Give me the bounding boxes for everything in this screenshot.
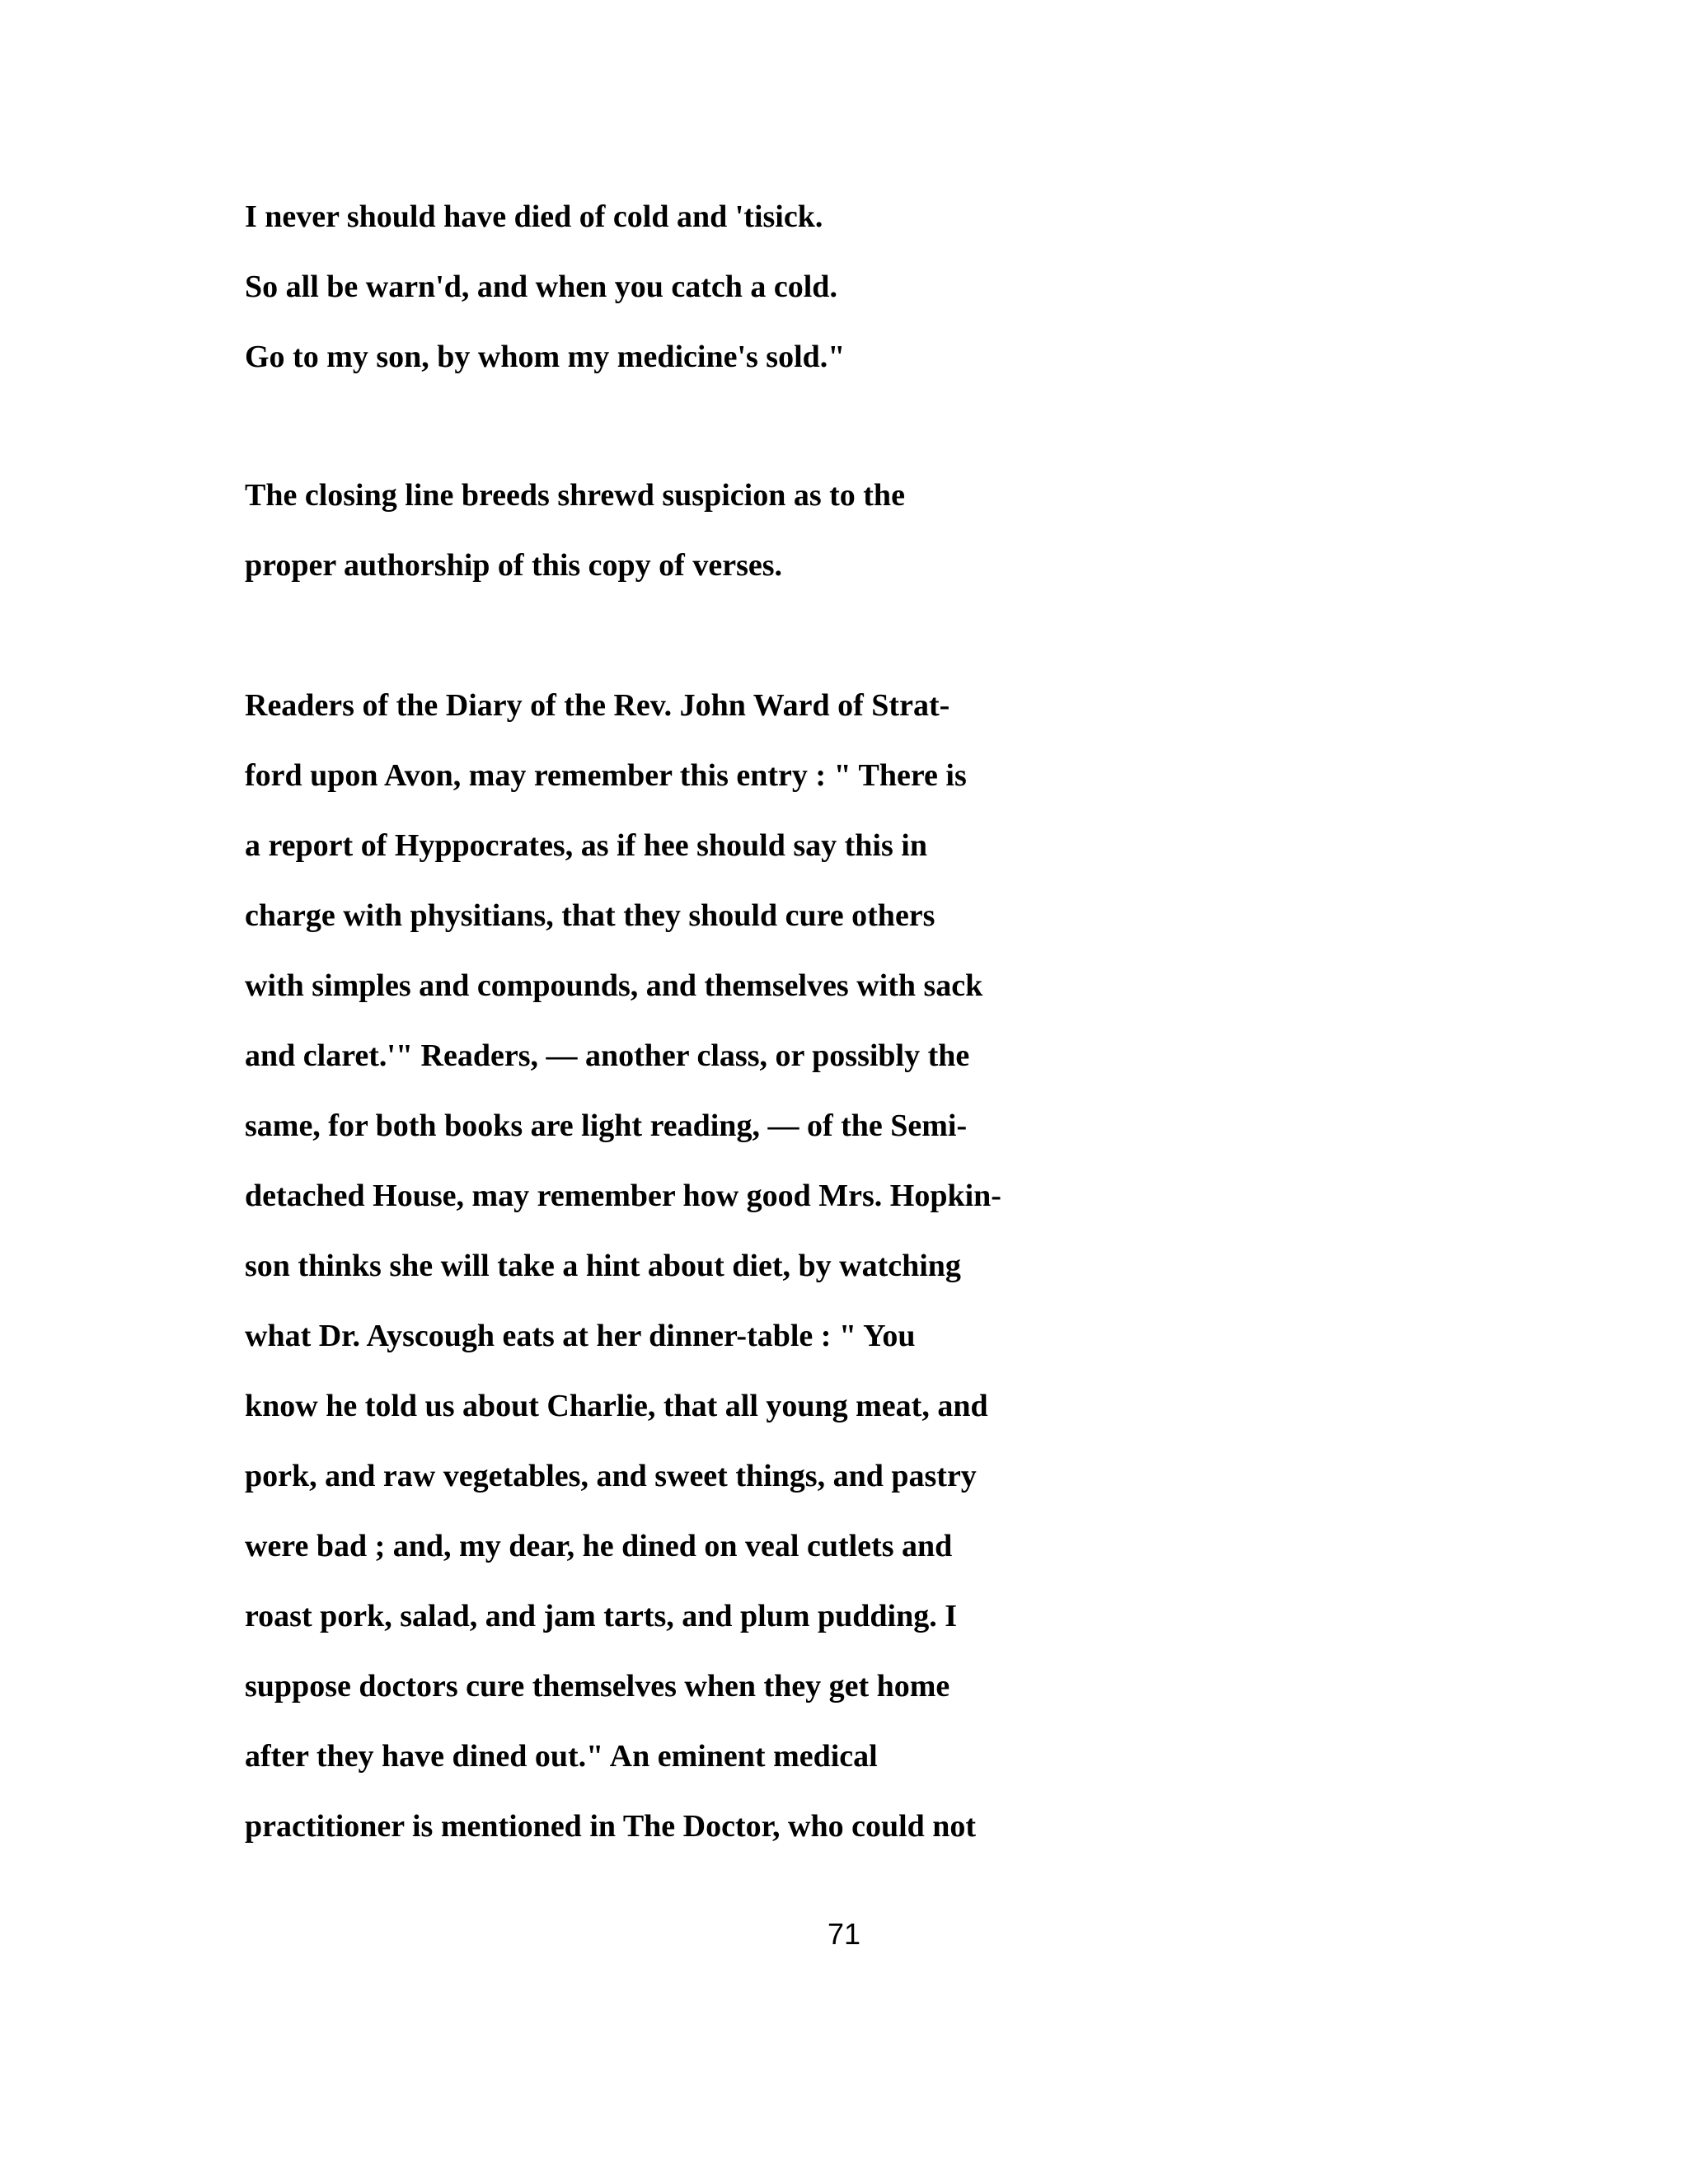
paragraph-line: with simples and compounds, and themselves with sack <box>245 968 983 1003</box>
paragraph-line: after they have dined out." An eminent medical <box>245 1739 878 1774</box>
verse-block <box>245 182 1646 392</box>
page-number: 71 <box>827 1917 861 1951</box>
paragraph-line: The closing line breeds shrewd suspicion as to the <box>245 478 905 513</box>
verse-line: So all be warn'd, and when you catch a cold. <box>245 269 837 304</box>
paragraph-line: Readers of the Diary of the Rev. John Ward of Strat- <box>245 688 950 723</box>
paragraph-line: roast pork, salad, and jam tarts, and plum pudding. I <box>245 1599 958 1633</box>
paragraph-line: what Dr. Ayscough eats at her dinner-table : " You <box>245 1319 916 1353</box>
paragraph-line: pork, and raw vegetables, and sweet things, and pastry <box>245 1459 977 1493</box>
paragraph-line: son thinks she will take a hint about diet, by watching <box>245 1249 961 1283</box>
paragraph-line: were bad ; and, my dear, he dined on veal cutlets and <box>245 1529 953 1563</box>
paragraph-line: suppose doctors cure themselves when they get home <box>245 1669 950 1704</box>
paragraph-line: a report of Hyppocrates, as if hee should say this in <box>245 828 927 863</box>
paragraph-line: practitioner is mentioned in The Doctor, who could not <box>245 1809 977 1844</box>
paragraph-line: charge with physitians, that they should cure others <box>245 898 935 933</box>
paragraph-1 <box>245 461 1646 601</box>
paragraph-2 <box>245 671 1646 1862</box>
paragraph-line: proper authorship of this copy of verses. <box>245 548 783 583</box>
paragraph-line: and claret.'" Readers, — another class, or possibly the <box>245 1038 970 1073</box>
paragraph-line: detached House, may remember how good Mrs. Hopkin- <box>245 1179 1001 1213</box>
verse-line: I never should have died of cold and 'tisick. <box>245 199 823 234</box>
verse-line: Go to my son, by whom my medicine's sold." <box>245 340 846 374</box>
paragraph-line: same, for both books are light reading, — of the Semi- <box>245 1108 968 1143</box>
paragraph-line: know he told us about Charlie, that all young meat, and <box>245 1389 988 1423</box>
paragraph-line: ford upon Avon, may remember this entry : " There is <box>245 758 967 793</box>
